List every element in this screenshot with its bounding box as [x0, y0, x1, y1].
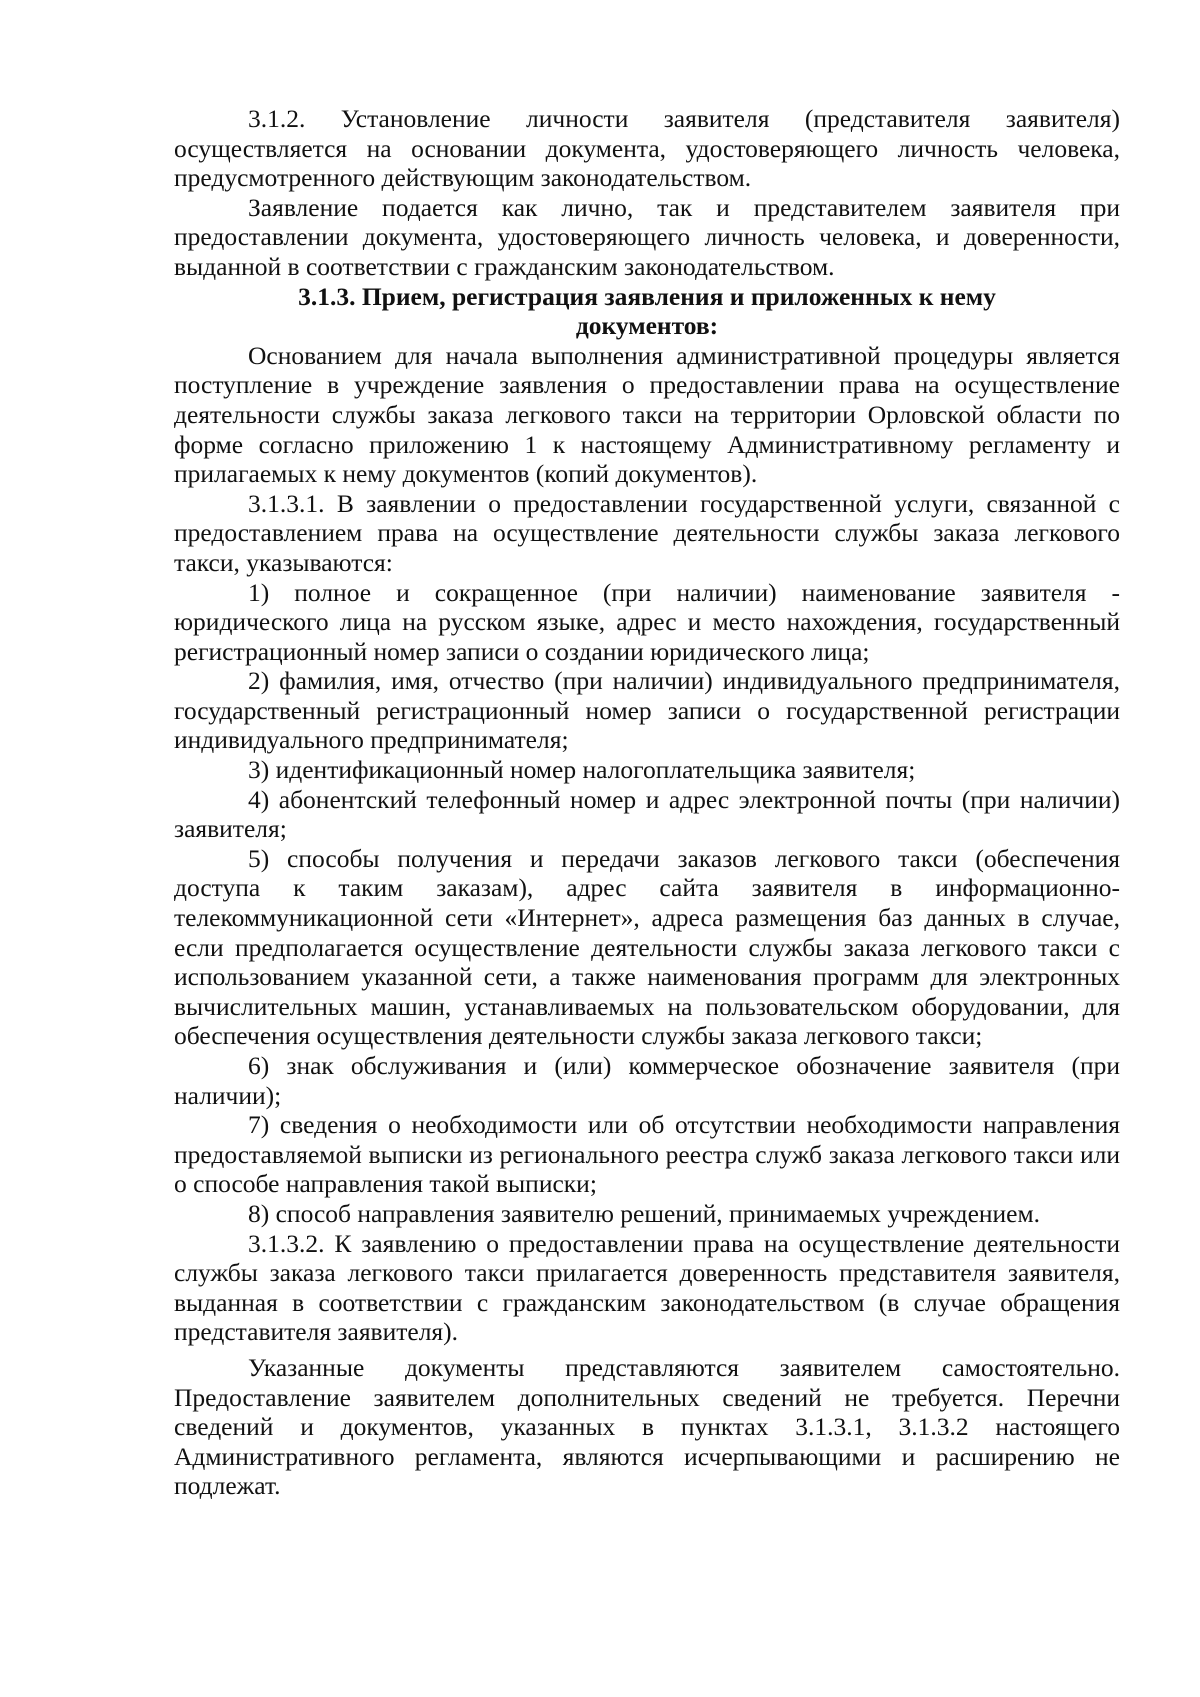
list-item-7: 7) сведения о необходимости или об отсутствии необходимости направления предоставляемой выписки из регионального реестра служб заказа легкового такси или о способе направления такой выписки; [174, 1110, 1120, 1199]
list-item-5: 5) способы получения и передачи заказов легкового такси (обеспечения доступа к таким заказам), адрес сайта заявителя в информационно-телекоммуникационной сети «Интернет», адреса размещения баз данных в случае, если предполагается осуществление деятельности службы заказа легкового такси с использованием указанной сети, а также наименования программ для электронных вычислительных машин, устанавливаемых на пользовательском оборудовании, для обеспечения осуществления деятельности службы заказа легкового такси; [174, 843, 1120, 1051]
paragraph-documents-exhaustive: Указанные документы представляются заявителем самостоятельно. Предоставление заявителем дополнительных сведений не требуется. Перечни сведений и документов, указанных в пунктах 3.1.3.1, 3.1.3.2 настоящего Административного регламента, являются исчерпывающими и расширению не подлежат. [174, 1352, 1120, 1501]
list-item-6: 6) знак обслуживания и (или) коммерческое обозначение заявителя (при наличии); [174, 1051, 1120, 1110]
paragraph-3-1-3-2: 3.1.3.2. К заявлению о предоставлении права на осуществление деятельности службы заказа легкового такси прилагается доверенность представителя заявителя, выданная в соответствии с гражданским законодательством (в случае обращения представителя заявителя). [174, 1228, 1120, 1347]
list-item-1: 1) полное и сокращенное (при наличии) наименование заявителя - юридического лица на русском языке, адрес и место нахождения, государственный регистрационный номер записи о создании юридического лица; [174, 577, 1120, 666]
paragraph-3-1-3-1: 3.1.3.1. В заявлении о предоставлении государственной услуги, связанной с предоставлением права на осуществление деятельности службы заказа легкового такси, указываются: [174, 488, 1120, 577]
list-item-8: 8) способ направления заявителю решений, принимаемых учреждением. [248, 1198, 1041, 1228]
list-item-2: 2) фамилия, имя, отчество (при наличии) индивидуального предпринимателя, государственный регистрационный номер записи о государственной регистрации индивидуального предпринимателя; [174, 666, 1120, 755]
paragraph-application-submission: Заявление подается как лично, так и представителем заявителя при предоставлении документа, удостоверяющего личность человека, и доверенности, выданной в соответствии с гражданским законодательством. [174, 192, 1120, 281]
paragraph-procedure-basis: Основанием для начала выполнения административной процедуры является поступление в учреждение заявления о предоставлении права на осуществление деятельности службы заказа легкового такси на территории Орловской области по форме согласно приложению 1 к настоящему Административному регламенту и прилагаемых к нему документов (копий документов). [174, 340, 1120, 489]
document-page [174, 104, 1120, 1501]
list-item-3: 3) идентификационный номер налогоплательщика заявителя; [248, 755, 916, 785]
section-heading-3-1-3: 3.1.3. Прием, регистрация заявления и приложенных к нему документов: [298, 281, 996, 341]
paragraph-3-1-2: 3.1.2. Установление личности заявителя (представителя заявителя) осуществляется на основании документа, удостоверяющего личность человека, предусмотренного действующим законодательством. [174, 104, 1120, 193]
list-item-4: 4) абонентский телефонный номер и адрес электронной почты (при наличии) заявителя; [174, 784, 1120, 844]
